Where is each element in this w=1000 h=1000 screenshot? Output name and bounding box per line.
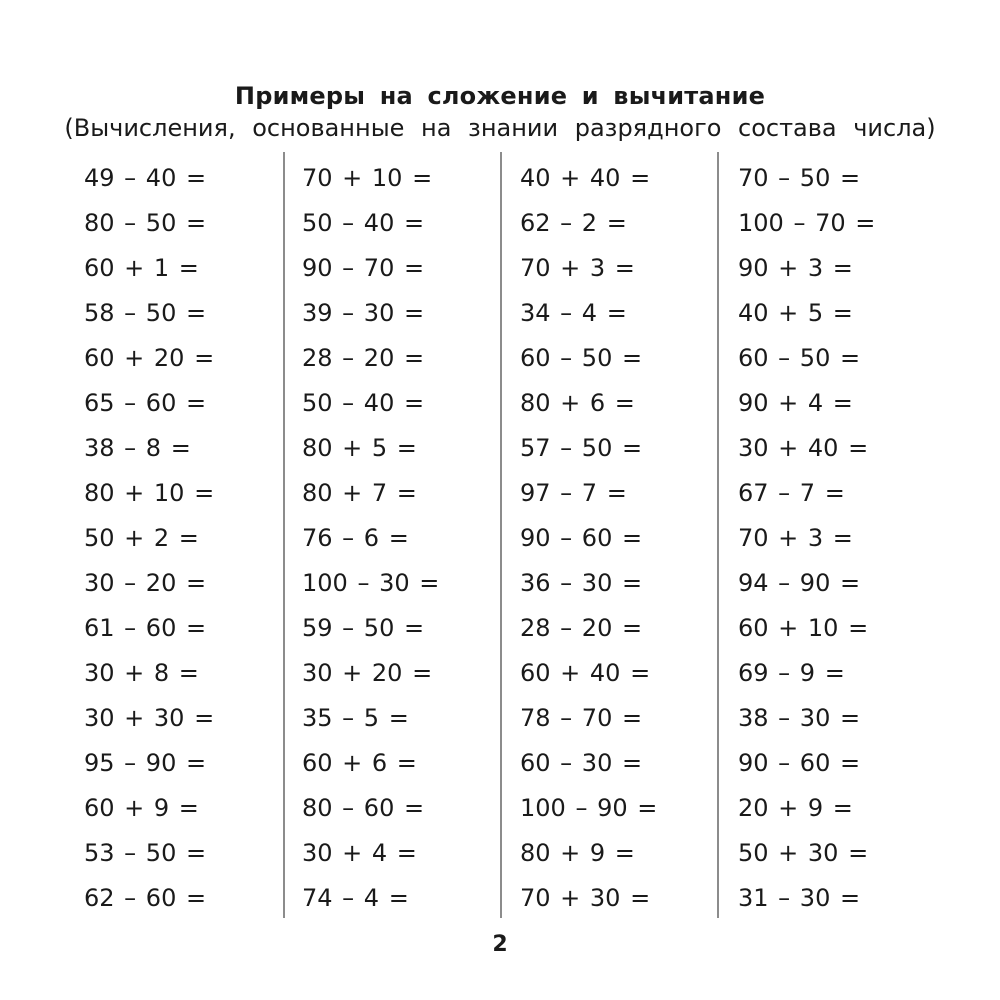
math-example: 90 – 60 =	[738, 749, 861, 777]
math-example: 80 + 6 =	[520, 389, 635, 417]
examples-column-4	[738, 156, 938, 921]
math-example: 58 – 50 =	[84, 299, 207, 327]
math-example: 62 – 60 =	[84, 884, 207, 912]
math-example: 28 – 20 =	[302, 344, 425, 372]
math-example: 78 – 70 =	[520, 704, 643, 732]
math-example: 60 + 40 =	[520, 659, 651, 687]
column-divider	[717, 152, 719, 918]
math-example: 35 – 5 =	[302, 704, 409, 732]
math-example: 38 – 30 =	[738, 704, 861, 732]
math-example: 90 + 3 =	[738, 254, 853, 282]
math-example: 60 – 50 =	[738, 344, 861, 372]
math-example: 57 – 50 =	[520, 434, 643, 462]
math-example: 30 + 30 =	[84, 704, 215, 732]
math-example: 50 + 30 =	[738, 839, 869, 867]
math-example: 70 – 50 =	[738, 164, 861, 192]
math-example: 80 – 50 =	[84, 209, 207, 237]
math-example: 31 – 30 =	[738, 884, 861, 912]
math-example: 80 – 60 =	[302, 794, 425, 822]
math-example: 80 + 9 =	[520, 839, 635, 867]
examples-column-3	[520, 156, 720, 921]
math-example: 36 – 30 =	[520, 569, 643, 597]
column-divider	[283, 152, 285, 918]
math-example: 90 + 4 =	[738, 389, 853, 417]
math-example: 34 – 4 =	[520, 299, 627, 327]
math-example: 30 + 40 =	[738, 434, 869, 462]
math-example: 76 – 6 =	[302, 524, 409, 552]
math-example: 100 – 90 =	[520, 794, 658, 822]
page-subtitle: (Вычисления, основанные на знании разрядного состава числа)	[64, 114, 936, 142]
math-example: 40 + 5 =	[738, 299, 853, 327]
math-example: 94 – 90 =	[738, 569, 861, 597]
math-example: 50 – 40 =	[302, 209, 425, 237]
math-example: 53 – 50 =	[84, 839, 207, 867]
column-divider	[500, 152, 502, 918]
math-example: 28 – 20 =	[520, 614, 643, 642]
math-example: 39 – 30 =	[302, 299, 425, 327]
math-example: 70 + 10 =	[302, 164, 433, 192]
math-example: 62 – 2 =	[520, 209, 627, 237]
math-example: 70 + 30 =	[520, 884, 651, 912]
math-example: 69 – 9 =	[738, 659, 845, 687]
math-example: 80 + 10 =	[84, 479, 215, 507]
math-example: 30 + 20 =	[302, 659, 433, 687]
math-example: 90 – 70 =	[302, 254, 425, 282]
math-example: 70 + 3 =	[738, 524, 853, 552]
math-example: 60 + 9 =	[84, 794, 199, 822]
math-example: 90 – 60 =	[520, 524, 643, 552]
math-example: 80 + 7 =	[302, 479, 417, 507]
math-example: 59 – 50 =	[302, 614, 425, 642]
math-example: 50 + 2 =	[84, 524, 199, 552]
math-example: 61 – 60 =	[84, 614, 207, 642]
math-example: 70 + 3 =	[520, 254, 635, 282]
math-example: 30 + 8 =	[84, 659, 199, 687]
math-example: 30 + 4 =	[302, 839, 417, 867]
math-example: 49 – 40 =	[84, 164, 207, 192]
math-example: 95 – 90 =	[84, 749, 207, 777]
page-title: Примеры на сложение и вычитание	[234, 82, 766, 111]
math-example: 60 + 1 =	[84, 254, 199, 282]
math-example: 40 + 40 =	[520, 164, 651, 192]
math-example: 50 – 40 =	[302, 389, 425, 417]
math-example: 80 + 5 =	[302, 434, 417, 462]
math-example: 97 – 7 =	[520, 479, 627, 507]
math-example: 74 – 4 =	[302, 884, 409, 912]
math-example: 60 + 6 =	[302, 749, 417, 777]
page-number: 2	[492, 932, 508, 957]
math-example: 60 + 10 =	[738, 614, 869, 642]
math-example: 20 + 9 =	[738, 794, 853, 822]
math-example: 38 – 8 =	[84, 434, 191, 462]
examples-column-1	[84, 156, 284, 921]
math-example: 65 – 60 =	[84, 389, 207, 417]
math-example: 60 – 30 =	[520, 749, 643, 777]
math-example: 100 – 70 =	[738, 209, 876, 237]
math-example: 67 – 7 =	[738, 479, 845, 507]
math-example: 60 – 50 =	[520, 344, 643, 372]
examples-column-2	[302, 156, 502, 921]
math-example: 30 – 20 =	[84, 569, 207, 597]
math-example: 60 + 20 =	[84, 344, 215, 372]
math-example: 100 – 30 =	[302, 569, 440, 597]
